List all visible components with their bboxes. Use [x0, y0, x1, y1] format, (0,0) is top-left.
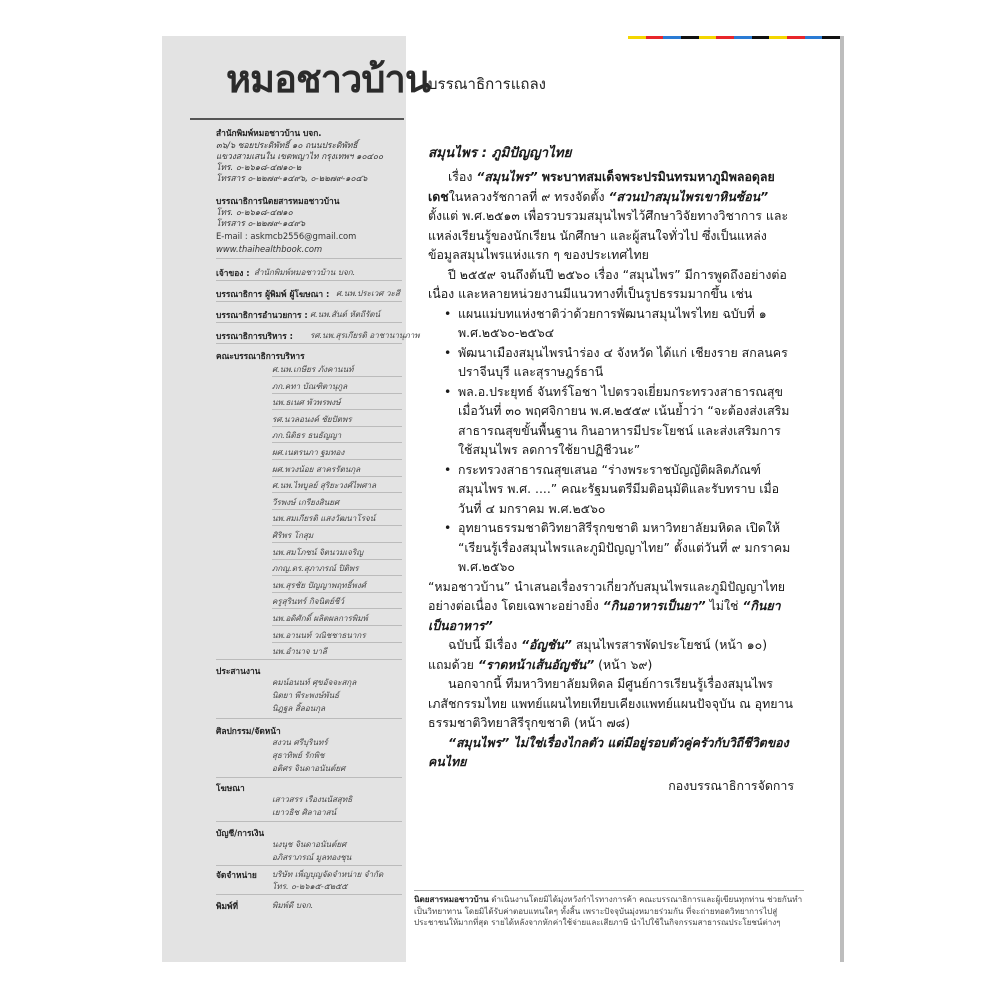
color-swatch: [734, 36, 752, 39]
page-edge: [840, 36, 844, 962]
coord-name: คมน์อนนท์ ศุขอัจจะสกุล: [272, 677, 357, 687]
acc-name: นงนุช จินดาอนันต์ยศ: [272, 839, 347, 849]
divider: [272, 625, 402, 626]
board-member: ผศ.เนตรนภา ฐมทอง: [272, 447, 345, 457]
board-member: ครูสุรินทร์ กิจนิตย์ชีว์: [272, 596, 345, 607]
ad-name: เสาวสรร เรืองนนัสสุทธิ: [272, 794, 353, 804]
address-line-1: ๓๖/๖ ซอยประดิพัทธิ์ ๑๐ ถนนประดิพัทธิ์: [216, 140, 358, 150]
board-member: นพ.สมโภชน์ จิตนวมเจริญ: [272, 546, 364, 557]
bullet-list: [428, 304, 794, 577]
divider: [216, 821, 402, 822]
divider: [216, 865, 402, 866]
color-swatch: [681, 36, 699, 39]
board-label: คณะบรรณาธิการบริหาร: [216, 351, 305, 361]
divider: [272, 442, 402, 443]
magazine-title: หมอชาวบ้าน: [226, 57, 430, 101]
footer-body: ดำเนินงานโดยมิได้มุ่งหวังกำไรทางการค้า คณะบรรณาธิการและผู้เขียนทุกท่าน ช่วยกันทำเป็นวิทยาทาน โดยมิได้รับค่าตอบแทนใดๆ ทั้งสิ้น เพราะปัจจุบันมุ่งหมายร่วมกัน ที่จะถ่ายทอดวิทยาการไปสู่ประชาชนให้มากที่สุด รายได้หลังจากหักค่าใช้จ่ายและเสียภาษี นำไปใช้ในกิจกรรมสาธารณประโยชน์ต่างๆ: [414, 894, 803, 928]
divider: [216, 301, 402, 302]
color-swatch: [787, 36, 805, 39]
footer-rule: [414, 890, 804, 891]
bullet-item: • แผนแม่บทแห่งชาติว่าด้วยการพัฒนาสมุนไพรไทย ฉบับที่ ๑ พ.ศ.๒๕๖๐-๒๕๖๔: [444, 305, 767, 340]
print-label: พิมพ์ที่: [216, 901, 239, 911]
signoff: กองบรรณาธิการจัดการ: [668, 777, 794, 793]
fax-1: โทรสาร ๐-๒๒๗๙-๑๔๙๖, ๐-๒๒๗๙-๑๐๔๖: [216, 173, 368, 183]
divider: [272, 542, 402, 543]
board-member: นพ.อำนาจ บาลี: [272, 646, 327, 657]
board-member: ผศ.พวงน้อย สาครรัตนกุล: [272, 463, 361, 474]
director-label: บรรณาธิการอำนวยการ :: [216, 310, 308, 320]
phone-1: โทร. ๐-๒๖๑๘-๔๗๑๐-๒: [216, 162, 302, 172]
color-swatch: [628, 36, 646, 39]
article-heading: สมุนไพร : ภูมิปัญญาไทย: [428, 146, 572, 161]
divider: [272, 525, 402, 526]
footer-lead: นิตยสารหมอชาวบ้าน: [414, 894, 489, 904]
coord-name: นิฎฐล สิ้ลอนกุล: [272, 703, 326, 713]
art-label: ศิลปกรรม/จัดหน้า: [216, 726, 281, 736]
address-line-2: แขวงสามเสนใน เขตพญาไท กรุงเทพฯ ๑๐๔๐๐: [216, 151, 384, 161]
divider: [272, 642, 402, 643]
divider: [216, 777, 402, 778]
ad-label: โฆษณา: [216, 783, 245, 793]
paragraph-6: “สมุนไพร” ไม่ใช่เรื่องไกลตัว แต่มีอยู่รอบตัวคู่ครัวกับวิถีชีวิตของคนไทย: [428, 734, 789, 769]
paragraph-5: นอกจากนี้ ทีมหาวิทยาลัยมหิดล มีศูนย์การเรียนรู้เรื่องสมุนไพร เภสัชกรรมไทย แพทย์แผนไทยเทียบเคียงแพทย์แผนปัจจุบัน ณ อุทยานธรรมชาติวิทยาสิรีรุกขชาติ (หน้า ๗๘): [428, 676, 793, 730]
editorial-article: [428, 142, 794, 795]
bullet-icon: •: [444, 383, 452, 399]
color-swatch: [769, 36, 787, 39]
email-link[interactable]: E-mail : askmcb2556@gmail.com: [216, 231, 357, 241]
color-swatch: [716, 36, 734, 39]
title-underline: [190, 118, 404, 120]
divider: [272, 608, 402, 609]
board-member: ภก.คทา บัณฑิตานุกูล: [272, 380, 348, 391]
divider: [272, 409, 402, 410]
divider: [272, 492, 402, 493]
board-member: นพ.อานนท์ วณิชชาธนากร: [272, 629, 366, 640]
divider: [272, 592, 402, 593]
board-member: ภกญ.ดร.สุภาภรณ์ ปิติพร: [272, 563, 359, 574]
board-member: นพ.ธเนศ พัวพรพงษ์: [272, 397, 341, 408]
print-value: พิมพ์ดี บจก.: [272, 900, 314, 910]
paragraph-1: เรื่อง “สมุนไพร” พระบาทสมเด็จพระปรมินทรมหาภูมิพลอดุลยเดชในหลวงรัชกาลที่ ๙ ทรงจัดตั้ง “สวนป่าสมุนไพรเขาหินซ้อน” ตั้งแต่ พ.ศ.๒๕๑๓ เพื่อรวบรวมสมุนไพรไว้ศึกษาวิจัยทางวิชาการ และแหล่งเรียนรู้ของนักเรียน นักศึกษา และผู้สนใจทั่วไป ซึ่งเป็นแหล่งข้อมูลสมุนไพรแห่งแรก ๆ ของประเทศไทย: [428, 169, 789, 262]
coord-label: ประสานงาน: [216, 666, 261, 676]
divider: [272, 393, 402, 394]
editor-value: ศ.นพ.ประเวศ วะสี: [336, 288, 400, 298]
fax-2: โทรสาร ๐-๒๒๗๙-๑๔๙๖: [216, 218, 306, 228]
divider: [272, 476, 402, 477]
paragraph-2: ปี ๒๕๕๙ จนถึงต้นปี ๒๕๖๐ เรื่อง “สมุนไพร” มีการพูดถึงอย่างต่อเนื่อง และหลายหน่วยงานมีแนวทางที่เป็นรูปธรรมมากขึ้น เช่น: [428, 266, 787, 301]
board-member: นพ.สมเกียรติ แสงวัฒนาโรจน์: [272, 513, 376, 524]
divider: [216, 258, 402, 259]
divider: [216, 322, 402, 323]
color-swatch: [646, 36, 664, 39]
divider: [272, 376, 402, 377]
ad-name: เยาวธิช ศิลาอาสน์: [272, 807, 337, 817]
dist-phone: โทร. ๐-๒๖๑๕-๕๒๕๕: [272, 881, 348, 891]
bullet-item: • กระทรวงสาธารณสุขเสนอ “ร่างพระราชบัญญัติผลิตภัณฑ์สมุนไพร พ.ศ. ....” คณะรัฐมนตรีมีมติอนุมัติและรับทราบ เมื่อวันที่ ๔ มกราคม พ.ศ.๒๕๖๐: [444, 461, 780, 516]
exec-value: รศ.นพ.สุรเกียรติ อาชานานุภาพ: [310, 330, 420, 340]
owner-value: สำนักพิมพ์หมอชาวบ้าน บจก.: [254, 267, 356, 277]
board-member: นพ.อดิศักดิ์ ผลิตผลการพิมพ์: [272, 613, 368, 623]
divider: [216, 343, 402, 344]
color-swatch: [805, 36, 823, 39]
dist-label: จัดจำหน่าย: [216, 870, 257, 880]
divider: [216, 718, 402, 719]
print-color-bar: [628, 36, 840, 39]
divider: [272, 426, 402, 427]
acc-label: บัญชี/การเงิน: [216, 828, 265, 838]
board-member: วีรพงษ์ เกรียงสินยศ: [272, 496, 340, 507]
art-name: สงวน ศรีบุรินทร์: [272, 737, 328, 747]
divider: [272, 459, 402, 460]
divider: [272, 509, 402, 510]
color-swatch: [663, 36, 681, 39]
bullet-icon: •: [444, 461, 452, 477]
editor-label: บรรณาธิการ ผู้พิมพ์ ผู้โฆษณา :: [216, 289, 330, 299]
color-swatch: [699, 36, 717, 39]
art-name: อติศร จินดาอนันต์ยศ: [272, 763, 346, 773]
divider: [216, 280, 402, 281]
dist-value: บริษัท เพ็ญบุญจัดจำหน่าย จำกัด: [272, 869, 384, 879]
divider: [272, 559, 402, 560]
bullet-item: • พล.อ.ประยุทธ์ จันทร์โอชา ไปตรวจเยี่ยมกระทรวงสาธารณสุข เมื่อวันที่ ๓๐ พฤศจิกายน พ.ศ.๒๕๕๙ เน้นย้ำว่า “จะต้องส่งเสริมสาธารณสุขขั้นพื้นฐาน กินอาหารมีประโยชน์ และส่งเสริมการใช้สมุนไพร ลดการใช้ยาปฏิชีวนะ”: [444, 383, 790, 457]
bullet-item: • พัฒนาเมืองสมุนไพรนำร่อง ๔ จังหวัด ได้แก่ เชียงราย สกลนคร ปราจีนบุรี และสุราษฎร์ธานี: [444, 344, 788, 379]
exec-label: บรรณาธิการบริหาร :: [216, 331, 293, 341]
paragraph-4: ฉบับนี้ มีเรื่อง “อัญชัน” สมุนไพรสารพัดประโยชน์ (หน้า ๑๐) แถมด้วย “ราดหน้าเส้นอัญชัน” (หน้า ๖๙): [428, 637, 768, 672]
bullet-icon: •: [444, 305, 452, 321]
board-member: ศ.นพ.ไพบูลย์ สุริยะวงศ์ไพศาล: [272, 480, 377, 491]
divider: [272, 575, 402, 576]
website-link[interactable]: www.thaihealthbook.com: [216, 244, 323, 254]
coord-name: นิตยา พีระพงษ์พันธ์: [272, 690, 340, 700]
paragraph-3: “หมอชาวบ้าน” นำเสนอเรื่องราวเกี่ยวกับสมุนไพรและภูมิปัญญาไทยอย่างต่อเนื่อง โดยเฉพาะอย่างยิ่ง “กินอาหารเป็นยา” ไม่ใช่ “กินยาเป็นอาหาร”: [428, 578, 786, 633]
divider: [216, 894, 402, 895]
director-value: ศ.นพ.สันต์ หัตถีรัตน์: [310, 309, 381, 319]
board-member: ภก.นิติธร ธนธัญญา: [272, 430, 342, 441]
acc-name: อภิสราภรณ์ มูลทองชุน: [272, 852, 352, 862]
board-member: รศ.นวลอนงค์ ชัยปัตพร: [272, 413, 352, 424]
phone-2: โทร. ๐-๒๖๑๘-๔๗๑๐: [216, 207, 293, 217]
bullet-icon: •: [444, 344, 452, 360]
bullet-item: • อุทยานธรรมชาติวิทยาสิรีรุกขชาติ มหาวิทยาลัยมหิดล เปิดให้ “เรียนรู้เรื่องสมุนไพรและภูมิปัญญาไทย” ตั้งแต่วันที่ ๙ มกราคม พ.ศ.๒๕๖๐: [444, 520, 791, 574]
footer-note: [414, 894, 804, 929]
owner-label: เจ้าของ :: [216, 268, 250, 278]
divider: [216, 659, 402, 660]
board-member: ศิริพร โกสุม: [272, 530, 314, 540]
art-name: สุธาทิพย์ รักพิช: [272, 750, 325, 760]
color-swatch: [752, 36, 770, 39]
color-swatch: [822, 36, 840, 39]
board-member: ศ.นพ.เกษียร ภังคานนท์: [272, 364, 354, 374]
board-member: นพ.สุรชัย ปัญญาพฤทธิ์พงศ์: [272, 579, 366, 590]
editorial-office: บรรณาธิการนิตยสารหมอชาวบ้าน: [216, 196, 340, 206]
section-title: บรรณาธิการแถลง: [428, 75, 546, 93]
bullet-icon: •: [444, 520, 452, 535]
publisher-name: สำนักพิมพ์หมอชาวบ้าน บจก.: [216, 128, 322, 138]
